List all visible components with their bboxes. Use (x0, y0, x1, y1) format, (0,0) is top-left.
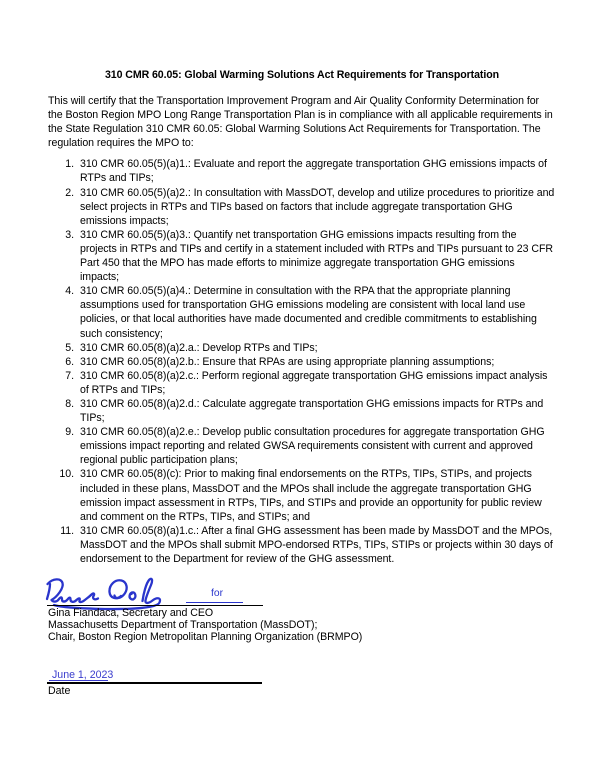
requirement-number: 1. (65, 158, 74, 171)
requirement-number: 10. (59, 468, 74, 481)
requirement-number: 8. (65, 397, 74, 410)
date-line (47, 682, 262, 684)
requirement-number: 4. (65, 285, 74, 298)
date-label: Date (48, 684, 71, 697)
requirement-number: 7. (65, 369, 74, 382)
requirement-item (48, 341, 556, 355)
date-value-underline (49, 680, 108, 681)
requirement-item (48, 186, 556, 228)
requirement-number: 11. (60, 524, 74, 537)
requirement-text: 310 CMR 60.05(8)(a)2.b.: Ensure that RPAs are using appropriate planning assumptions; (80, 355, 495, 368)
requirement-text: 310 CMR 60.05(5)(a)3.: Quantify net transportation GHG emissions impacts resulting from the projects in RTPs and TIPs and certify in a statement included with RTPs and TIPs pursuant to 23 CFR Part 450 that the MPO has made efforts to minimize aggregate transportation GHG emissions impacts; (80, 228, 553, 284)
document-title: 310 CMR 60.05: Global Warming Solutions Act Requirements for Transportation (104, 69, 500, 81)
requirement-number: 9. (65, 426, 74, 439)
requirement-number: 6. (65, 355, 74, 368)
signatory-role: Chair, Boston Region Metropolitan Planning Organization (BRMPO) (48, 631, 363, 644)
document-body (48, 69, 556, 566)
requirement-text: 310 CMR 60.05(8)(c): Prior to making final endorsements on the RTPs, TIPs, STIPs, and projects included in these plans, MassDOT and the MPOs shall include the aggregate transportation GHG emission impact assessment in RTPs, TIPs, and STIPs and provide an opportunity for public review and comment on the RTPs, TIPs, and STIPs; and (80, 468, 542, 523)
requirement-text: 310 CMR 60.05(5)(a)2.: In consultation with MassDOT, develop and utilize procedures to prioritize and select projects in RTPs and TIPs based on factors that include aggregate transportation GHG emissions impacts; (80, 186, 555, 227)
requirement-text: 310 CMR 60.05(8)(a)1.c.: After a final GHG assessment has been made by MassDOT and the MPOs, MassDOT and the MPOs shall submit MPO-endorsed RTPs, TIPs, STIPs or projects within 30 days of endorsement to the Department for review of the GHG assessment. (80, 524, 553, 565)
requirement-text: 310 CMR 60.05(8)(a)2.c.: Perform regional aggregate transportation GHG emissions impact analysis of RTPs and TIPs; (80, 369, 548, 396)
signatory-block (48, 607, 362, 644)
requirement-item (48, 467, 556, 523)
requirement-text: 310 CMR 60.05(8)(a)2.d.: Calculate aggregate transportation GHG emissions impacts for RTPs and TIPs; (80, 397, 544, 425)
requirement-number: 2. (65, 186, 74, 199)
requirement-item (48, 425, 556, 467)
requirement-text: 310 CMR 60.05(5)(a)1.: Evaluate and report the aggregate transportation GHG emissions impacts of RTPs and TIPs; (80, 158, 547, 185)
requirement-item (48, 369, 556, 397)
requirements-list (48, 157, 556, 566)
signature-for-underline (186, 602, 243, 603)
requirement-item (48, 355, 556, 369)
signatory-name-title: Gina Fiandaca, Secretary and CEO (48, 606, 214, 619)
requirement-number: 5. (65, 341, 74, 354)
requirement-text: 310 CMR 60.05(8)(a)2.e.: Develop public consultation procedures for aggregate transportation GHG emissions impact reporting and related GWSA requirements consistent with current and approved regional public participation plans; (80, 426, 545, 467)
requirement-item (48, 228, 556, 284)
requirement-item (48, 284, 556, 340)
certification-intro-paragraph: This will certify that the Transportation Improvement Program and Air Quality Conformity Determination for the Boston Region MPO Long Range Transportation Plan is in compliance with all applicable requirements in the State Regulation 310 CMR 60.05: Global Warming Solutions Act Requirements for Transportation. The regulation requires the MPO to: (48, 95, 553, 150)
requirement-number: 3. (65, 228, 74, 241)
signatory-organization: Massachusetts Department of Transportation (MassDOT); (48, 619, 318, 632)
date-value: June 1, 2023 (52, 668, 114, 681)
requirement-item (48, 524, 556, 566)
requirement-text: 310 CMR 60.05(5)(a)4.: Determine in consultation with the RPA that the appropriate planning assumptions used for transportation GHG emissions modeling are consistent with local land use policies, or that local authorities have made documented and credible commitments to establishing such consistency; (80, 285, 537, 340)
requirement-item (48, 157, 556, 185)
requirement-item (48, 397, 556, 425)
requirement-text: 310 CMR 60.05(8)(a)2.a.: Develop RTPs and TIPs; (80, 341, 318, 354)
signature-for-note: for (211, 588, 224, 599)
